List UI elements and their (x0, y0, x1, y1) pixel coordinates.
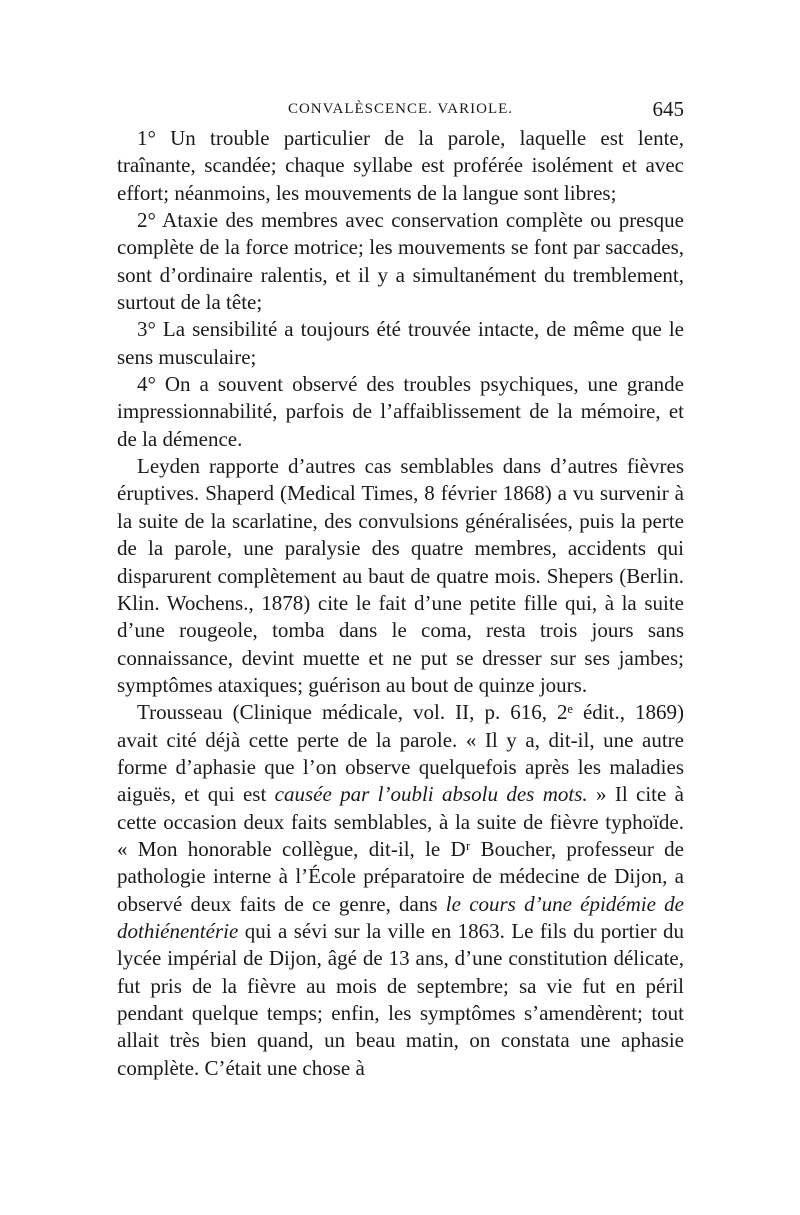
paragraph-6 (117, 699, 684, 1082)
paragraph-5: Leyden rapporte d’autres cas semblables dans d’autres fièvres éruptives. Shaperd (Medical Times, 8 février 1868) a vu survenir à la suite de la scarlatine, des convulsions généralisées, puis la perte de la parole, une paralysie des quatre membres, accidents qui disparurent complètement au baut de quatre mois. Shepers (Berlin. Klin. Wochens., 1878) cite le fait d’une petite fille qui, à la suite d’une rougeole, tomba dans le coma, resta trois jours sans connaissance, devint muette et ne put se dresser sur ses jambes; symptômes ataxiques; guérison au bout de quinze jours. (117, 454, 684, 697)
paragraph-6-text-2: » Il cite à cette occasion deux faits semblables, à la suite de fièvre typhoïde. « Mon honorable collègue, dit-il, le Dʳ Boucher, professeur de pathologie interne à l’École préparatoire de médecine de Dijon, a observé deux faits de ce genre, dans (117, 782, 684, 916)
page-header (117, 94, 684, 124)
paragraph-6-italic-2: le cours d’une épidémie de dothiénentérie (117, 891, 684, 943)
paragraph-1: 1° Un trouble particulier de la parole, laquelle est lente, traînante, scandée; chaque syllabe est proférée isolément et avec effort; néanmoins, les mouvements de la langue sont libres; (117, 126, 684, 205)
paragraph-2: 2° Ataxie des membres avec conservation complète ou presque complète de la force motrice; les mouvements se font par saccades, sont d’ordinaire ralentis, et il y a simultanément du tremblement, surtout de la tête; (117, 208, 684, 315)
paragraph-3: 3° La sensibilité a toujours été trouvée intacte, de même que le sens musculaire; (117, 317, 684, 369)
running-title: CONVALÈSCENCE. VARIOLE. (287, 101, 514, 117)
paragraph-6-text-1: Trousseau (Clinique médicale, vol. II, p. 616, 2ᵉ édit., 1869) avait cité déjà cette perte de la parole. « Il y a, dit-il, une autre forme d’aphasie que l’on observe quelquefois après les maladies aiguës, et qui est (117, 700, 684, 807)
paragraph-6-italic-1: causée par l’oubli absolu des mots. (274, 782, 588, 807)
page-number: 645 (652, 97, 684, 121)
paragraph-6-text-3: qui a sévi sur la ville en 1863. Le fils du portier du lycée impérial de Dijon, âgé de 13 ans, d’une constitution délicate, fut pris de la fièvre au mois de septembre; sa vie fut en péril pendant quelque temps; enfin, les symptômes s’amendèrent; tout allait très bien quand, un beau matin, on constata une aphasie complète. C’était une chose à (117, 918, 684, 1080)
paragraph-4: 4° On a souvent observé des troubles psychiques, une grande impressionnabilité, parfois de l’affaiblissement de la mémoire, et de la démence. (117, 372, 684, 451)
body-text (117, 125, 684, 1082)
